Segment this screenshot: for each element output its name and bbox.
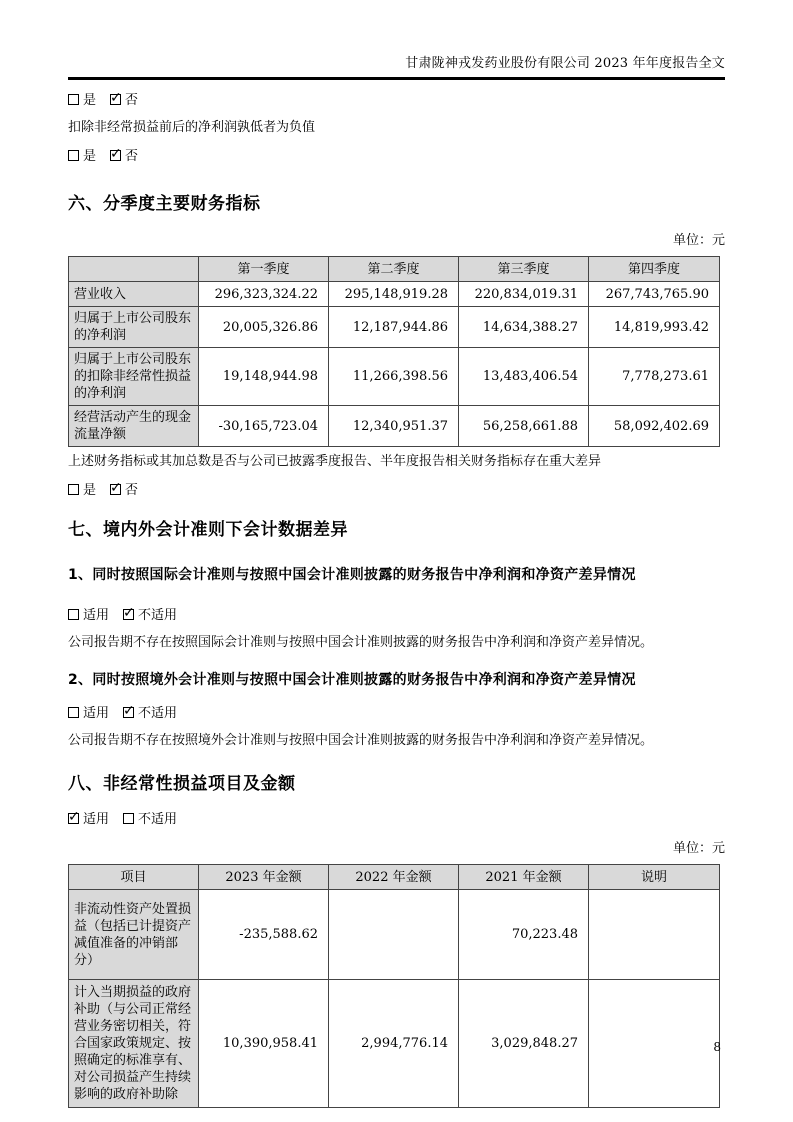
checkbox-group-intl-standards	[68, 608, 725, 623]
yes-option	[68, 149, 96, 164]
no-option	[110, 483, 138, 498]
not-applicable-label: 不适用	[138, 812, 178, 827]
cell-value: 296,323,324.22	[199, 282, 329, 307]
section7-sub1-body: 公司报告期不存在按照国际会计准则与按照中国会计准则披露的财务报告中净利润和净资产差异情况。	[68, 635, 654, 650]
no-option	[110, 93, 138, 108]
no-label: 否	[125, 93, 139, 108]
checkbox-checked-icon	[110, 484, 121, 495]
section6-title: 六、分季度主要财务指标	[68, 194, 261, 214]
header-cell: 第一季度	[199, 257, 329, 282]
yes-option	[68, 483, 96, 498]
applicable-option	[68, 812, 109, 827]
section7-sub2-title: 2、同时按照境外会计准则与按照中国会计准则披露的财务报告中净利润和净资产差异情况	[68, 672, 636, 688]
cell-value: 10,390,958.41	[199, 980, 329, 1108]
cell-value	[329, 890, 459, 980]
yes-option	[68, 93, 96, 108]
cell-value: 20,005,326.86	[199, 307, 329, 348]
header-cell: 2021 年金额	[459, 865, 589, 890]
not-applicable-option	[123, 706, 177, 721]
cell-value: 2,994,776.14	[329, 980, 459, 1108]
applicable-option	[68, 608, 109, 623]
cell-value: 14,819,993.42	[589, 307, 720, 348]
header-cell: 第三季度	[459, 257, 589, 282]
checkbox-group-netloss-2	[68, 149, 725, 164]
not-applicable-label: 不适用	[138, 608, 178, 623]
no-label: 否	[125, 483, 139, 498]
checkbox-unchecked-icon	[68, 707, 79, 718]
checkbox-checked-icon	[123, 609, 134, 620]
cell-value: 56,258,661.88	[459, 406, 589, 447]
yes-label: 是	[83, 483, 97, 498]
cell-value: 7,778,273.61	[589, 348, 720, 406]
row-label: 营业收入	[69, 282, 199, 307]
document-header-title: 甘肃陇神戎发药业股份有限公司 2023 年年度报告全文	[405, 56, 725, 71]
table-row	[69, 890, 720, 980]
cell-value: -235,588.62	[199, 890, 329, 980]
table-header-row	[69, 865, 720, 890]
header-cell: 2023 年金额	[199, 865, 329, 890]
no-label: 否	[125, 149, 139, 164]
cell-value: 14,634,388.27	[459, 307, 589, 348]
cell-value: -30,165,723.04	[199, 406, 329, 447]
header-cell: 2022 年金额	[329, 865, 459, 890]
cell-value: 12,340,951.37	[329, 406, 459, 447]
cell-value: 19,148,944.98	[199, 348, 329, 406]
cell-value: 11,266,398.56	[329, 348, 459, 406]
applicable-option	[68, 706, 109, 721]
cell-value: 295,148,919.28	[329, 282, 459, 307]
table-row	[69, 282, 720, 307]
checkbox-checked-icon	[123, 707, 134, 718]
checkbox-unchecked-icon	[68, 150, 79, 161]
cell-value: 58,092,402.69	[589, 406, 720, 447]
deduct-nonrecurring-line: 扣除非经常损益前后的净利润孰低者为负值	[68, 120, 316, 135]
applicable-label: 适用	[83, 706, 110, 721]
header-cell: 第四季度	[589, 257, 720, 282]
checkbox-checked-icon	[110, 150, 121, 161]
yes-label: 是	[83, 93, 97, 108]
yes-label: 是	[83, 149, 97, 164]
no-option	[110, 149, 138, 164]
checkbox-checked-icon	[110, 94, 121, 105]
page-number: 8	[713, 1040, 721, 1054]
checkbox-checked-icon	[68, 813, 79, 824]
section7-sub1-title: 1、同时按照国际会计准则与按照中国会计准则披露的财务报告中净利润和净资产差异情况	[68, 567, 636, 583]
section8-title: 八、非经常性损益项目及金额	[68, 774, 296, 794]
checkbox-group-nonrecurring	[68, 812, 725, 827]
not-applicable-option	[123, 812, 177, 827]
row-label: 经营活动产生的现金流量净额	[69, 406, 199, 447]
cell-value	[589, 890, 720, 980]
checkbox-unchecked-icon	[68, 609, 79, 620]
quarterly-financials-table	[68, 256, 720, 447]
header-cell	[69, 257, 199, 282]
row-label: 计入当期损益的政府补助（与公司正常经营业务密切相关，符合国家政策规定、按照确定的标准享有、对公司损益产生持续影响的政府补助除	[69, 980, 199, 1108]
checkbox-group-quarterly-diff	[68, 483, 725, 498]
non-recurring-items-table	[68, 864, 720, 1108]
header-divider	[68, 77, 725, 80]
table-row	[69, 348, 720, 406]
section7-sub2-body: 公司报告期不存在按照境外会计准则与按照中国会计准则披露的财务报告中净利润和净资产差异情况。	[68, 733, 654, 748]
unit-label: 单位：元	[672, 233, 725, 248]
table-row	[69, 406, 720, 447]
checkbox-unchecked-icon	[68, 94, 79, 105]
applicable-label: 适用	[83, 812, 110, 827]
cell-value: 13,483,406.54	[459, 348, 589, 406]
header-cell: 项目	[69, 865, 199, 890]
cell-value: 220,834,019.31	[459, 282, 589, 307]
table-header-row	[69, 257, 720, 282]
checkbox-group-netloss-1	[68, 93, 725, 108]
checkbox-group-overseas-standards	[68, 706, 725, 721]
cell-value: 70,223.48	[459, 890, 589, 980]
header-cell: 说明	[589, 865, 720, 890]
table-row	[69, 307, 720, 348]
cell-value: 12,187,944.86	[329, 307, 459, 348]
table-row	[69, 980, 720, 1108]
row-label: 非流动性资产处置损益（包括已计提资产减值准备的冲销部分）	[69, 890, 199, 980]
row-label: 归属于上市公司股东的净利润	[69, 307, 199, 348]
not-applicable-label: 不适用	[138, 706, 178, 721]
not-applicable-option	[123, 608, 177, 623]
row-label: 归属于上市公司股东的扣除非经常性损益的净利润	[69, 348, 199, 406]
quarterly-note: 上述财务指标或其加总数是否与公司已披露季度报告、半年度报告相关财务指标存在重大差异	[68, 454, 602, 469]
applicable-label: 适用	[83, 608, 110, 623]
section7-title: 七、境内外会计准则下会计数据差异	[68, 520, 348, 540]
cell-value: 3,029,848.27	[459, 980, 589, 1108]
header-cell: 第二季度	[329, 257, 459, 282]
unit-label: 单位：元	[672, 841, 725, 856]
checkbox-unchecked-icon	[68, 484, 79, 495]
checkbox-unchecked-icon	[123, 813, 134, 824]
cell-value	[589, 980, 720, 1108]
cell-value: 267,743,765.90	[589, 282, 720, 307]
